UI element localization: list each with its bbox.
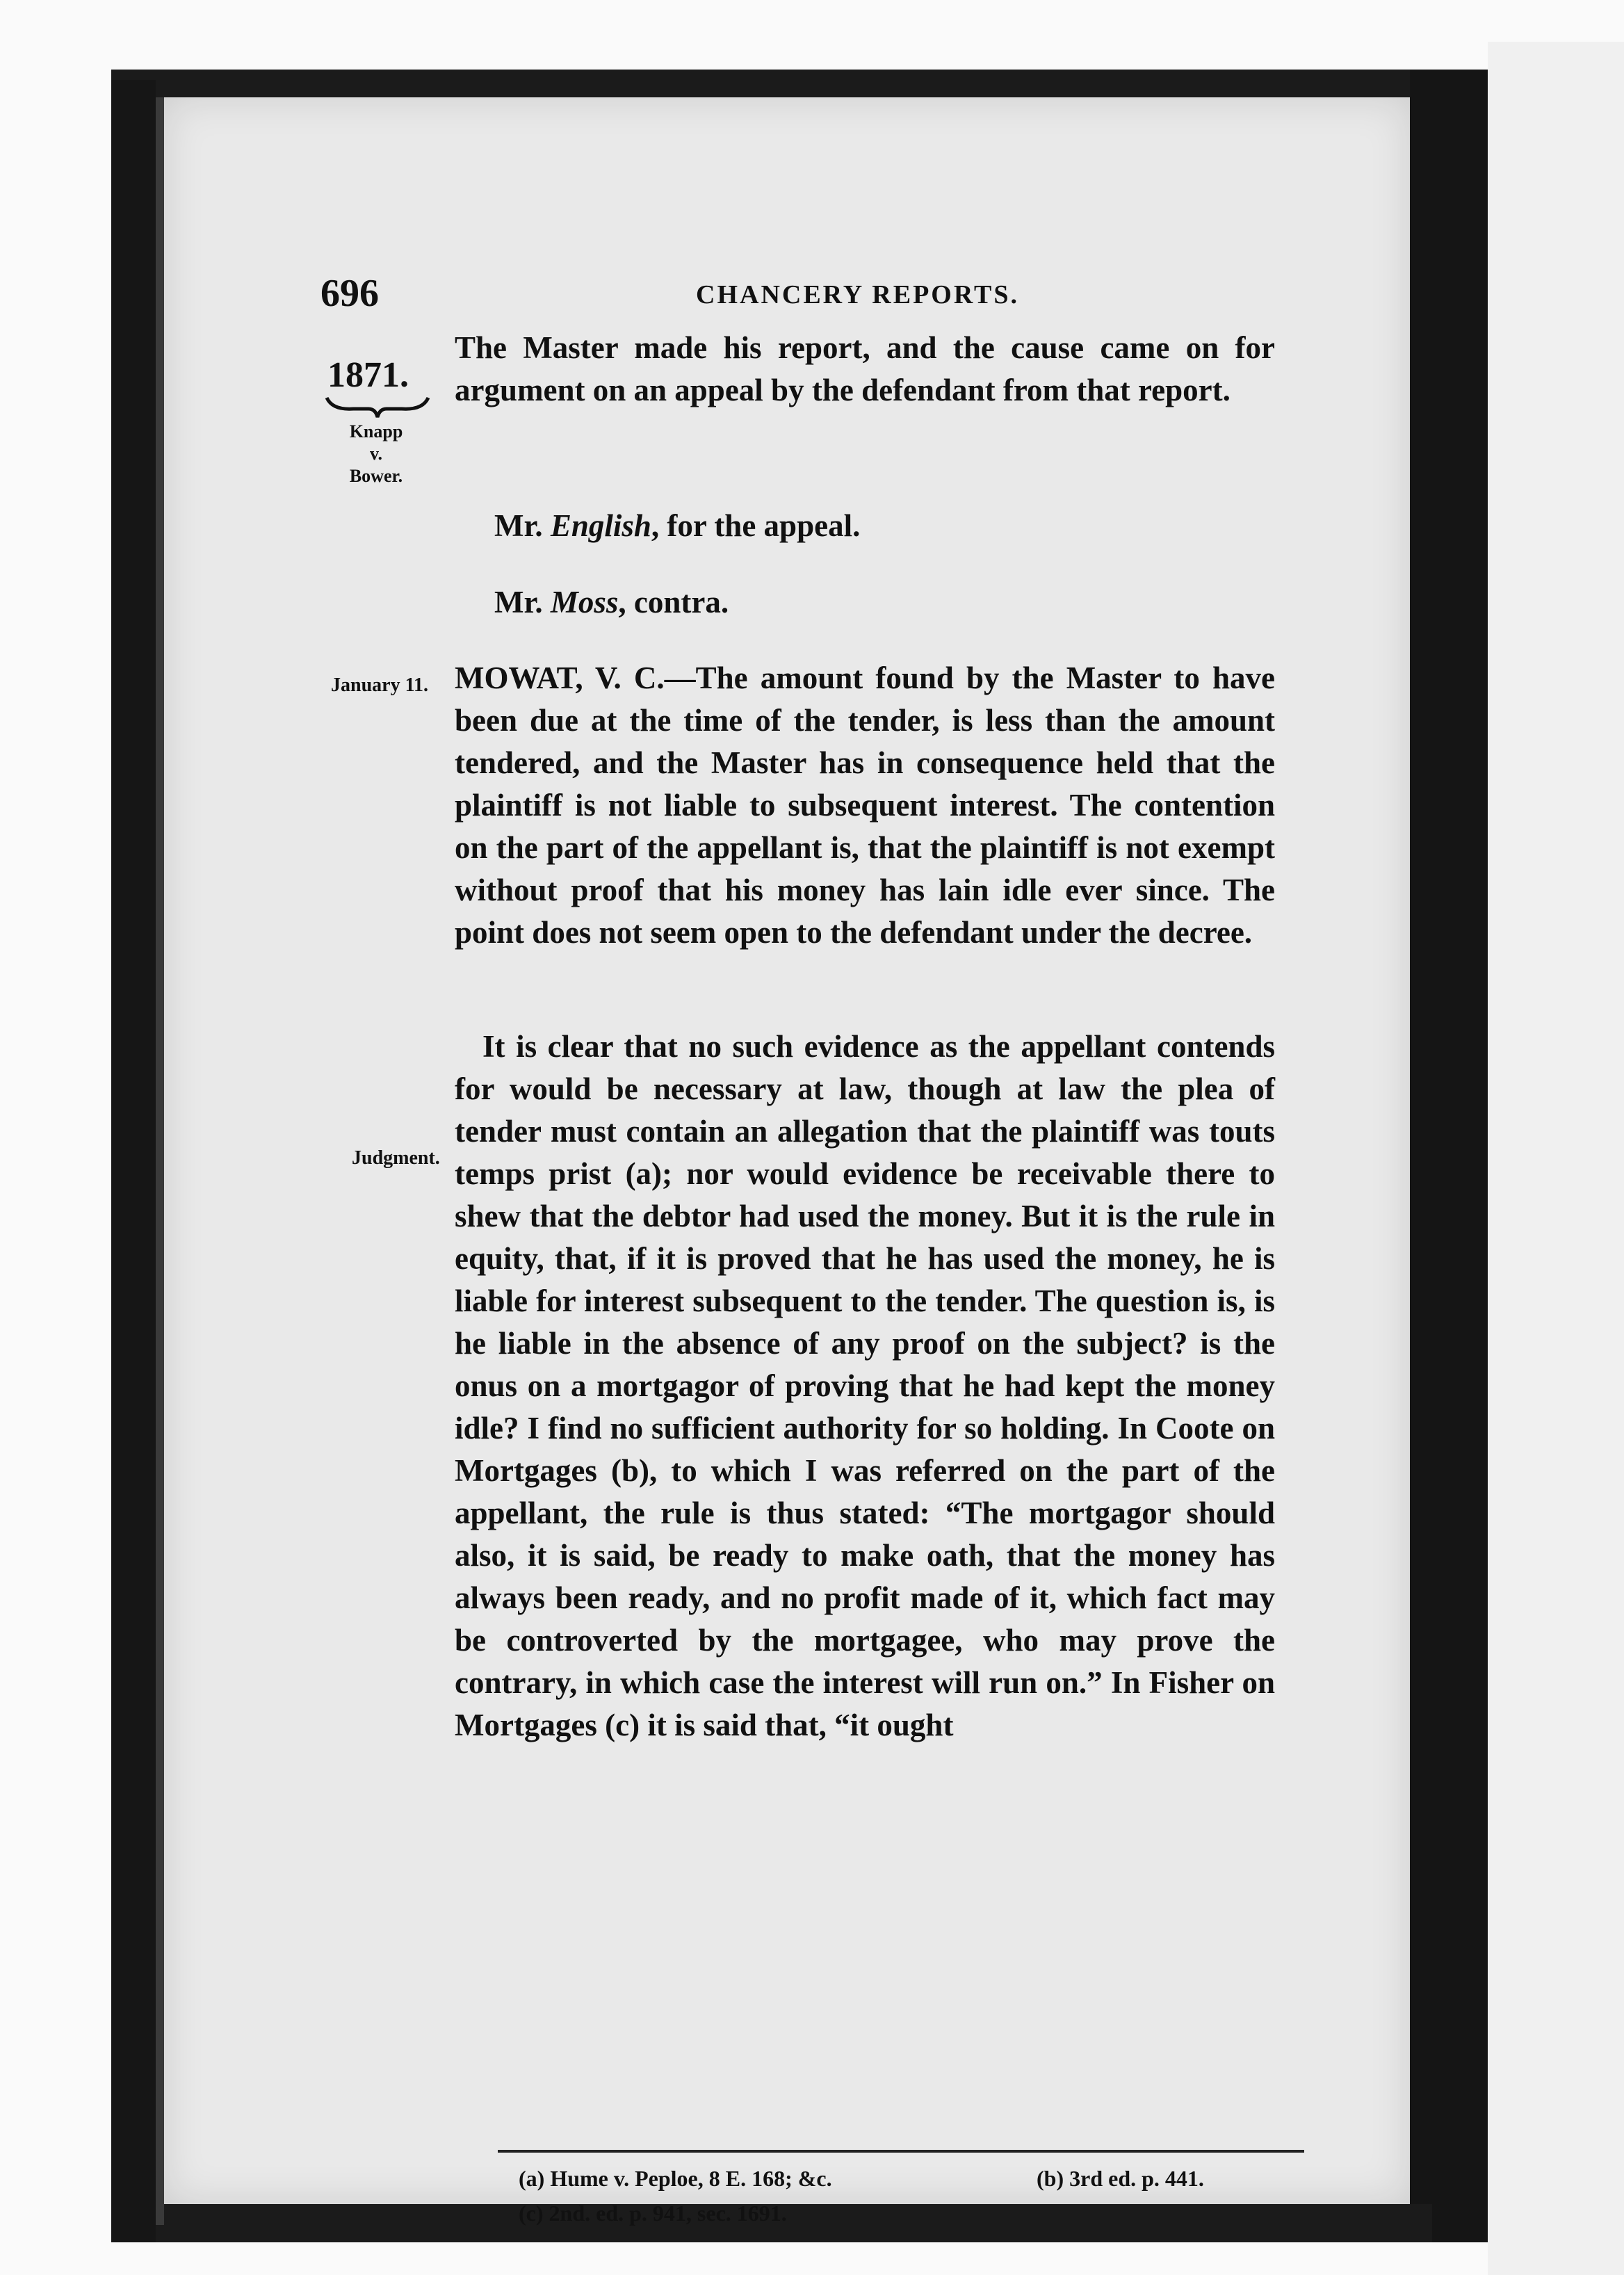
book-top-edge [111, 70, 1418, 97]
counsel-contra [494, 584, 729, 620]
paragraph-judgment-body: It is clear that no such evidence as the appellant contends for would be necessary at law, though at law the plea of tender must contain an allegation that the plaintiff was touts temps prist (a); nor would evidence be receivable there to shew that the debtor had used the money. But it is the rule in equity, that, if it is proved that he has used the money, he is liable for interest subsequent to the tender. The question is, is he liable in the absence of any proof on the subject? is the onus on a mortgagor of proving that he had kept the money idle? I find no sufficient authority for so holding. In Coote on Mortgages (b), to which I was referred on the part of the appellant, the rule is thus stated: “The mortgagor should also, it is said, be ready to make oath, that the money has always been ready, and no profit made of it, which fact may be controverted by the mortgagee, who may prove the contrary, in which case the interest will run on.” In Fisher on Mortgages (c) it is said that, “it ought [455, 1029, 1275, 1742]
counsel-prefix: Mr. [494, 585, 551, 620]
paragraph-judgment-intro: MOWAT, V. C.—The amount found by the Master to have been due at the time of the tender, is less than the amount tendered, and the Master has in consequence held that the plaintiff is not liable to subsequent interest. The contention on the part of the appellant is, that the plaintiff is not exempt without proof that his money has lain idle ever since. The point does not seem open to the defendant under the decree. [455, 661, 1275, 950]
running-head [164, 271, 1410, 327]
case-defendant: Bower. [349, 466, 403, 486]
page-title: CHANCERY REPORTS. [696, 280, 1019, 309]
case-versus: v. [369, 444, 383, 464]
paragraph-report: The Master made his report, and the cause came on for argument on an appeal by the defendant from that report. [455, 330, 1275, 407]
book-gutter [1410, 70, 1488, 2242]
case-plaintiff: Knapp [349, 421, 403, 442]
footnote-divider [498, 2150, 1304, 2153]
margin-date: January 11. [331, 674, 429, 696]
brace-icon [325, 395, 430, 420]
adjacent-page-edge [1488, 42, 1624, 2275]
counsel-prefix: Mr. [494, 508, 551, 543]
footnote-row [519, 2161, 1297, 2196]
footnote-a: (a) Hume v. Peploe, 8 E. 168; &c. [519, 2166, 832, 2191]
page-content [164, 97, 1410, 2226]
footnote-b: (b) 3rd ed. p. 441. [1037, 2166, 1204, 2191]
book-binding [111, 80, 156, 2242]
page-number: 696 [320, 272, 379, 315]
counsel-role: , for the appeal. [651, 508, 861, 543]
footnote-c: (c) 2nd. ed. p. 941, sec. 1691. [519, 2201, 787, 2226]
counsel-appeal [494, 508, 860, 544]
margin-year: 1871. [327, 355, 409, 395]
page-stack-edge [156, 97, 164, 2225]
footnotes [519, 2161, 1297, 2231]
counsel-name: English [550, 508, 651, 543]
counsel-name: Moss [550, 585, 619, 620]
book-page [164, 97, 1410, 2226]
footnote-row [519, 2196, 1297, 2231]
case-name [324, 421, 428, 487]
margin-judgment: Judgment. [352, 1147, 440, 1169]
counsel-role: , contra. [618, 585, 729, 620]
